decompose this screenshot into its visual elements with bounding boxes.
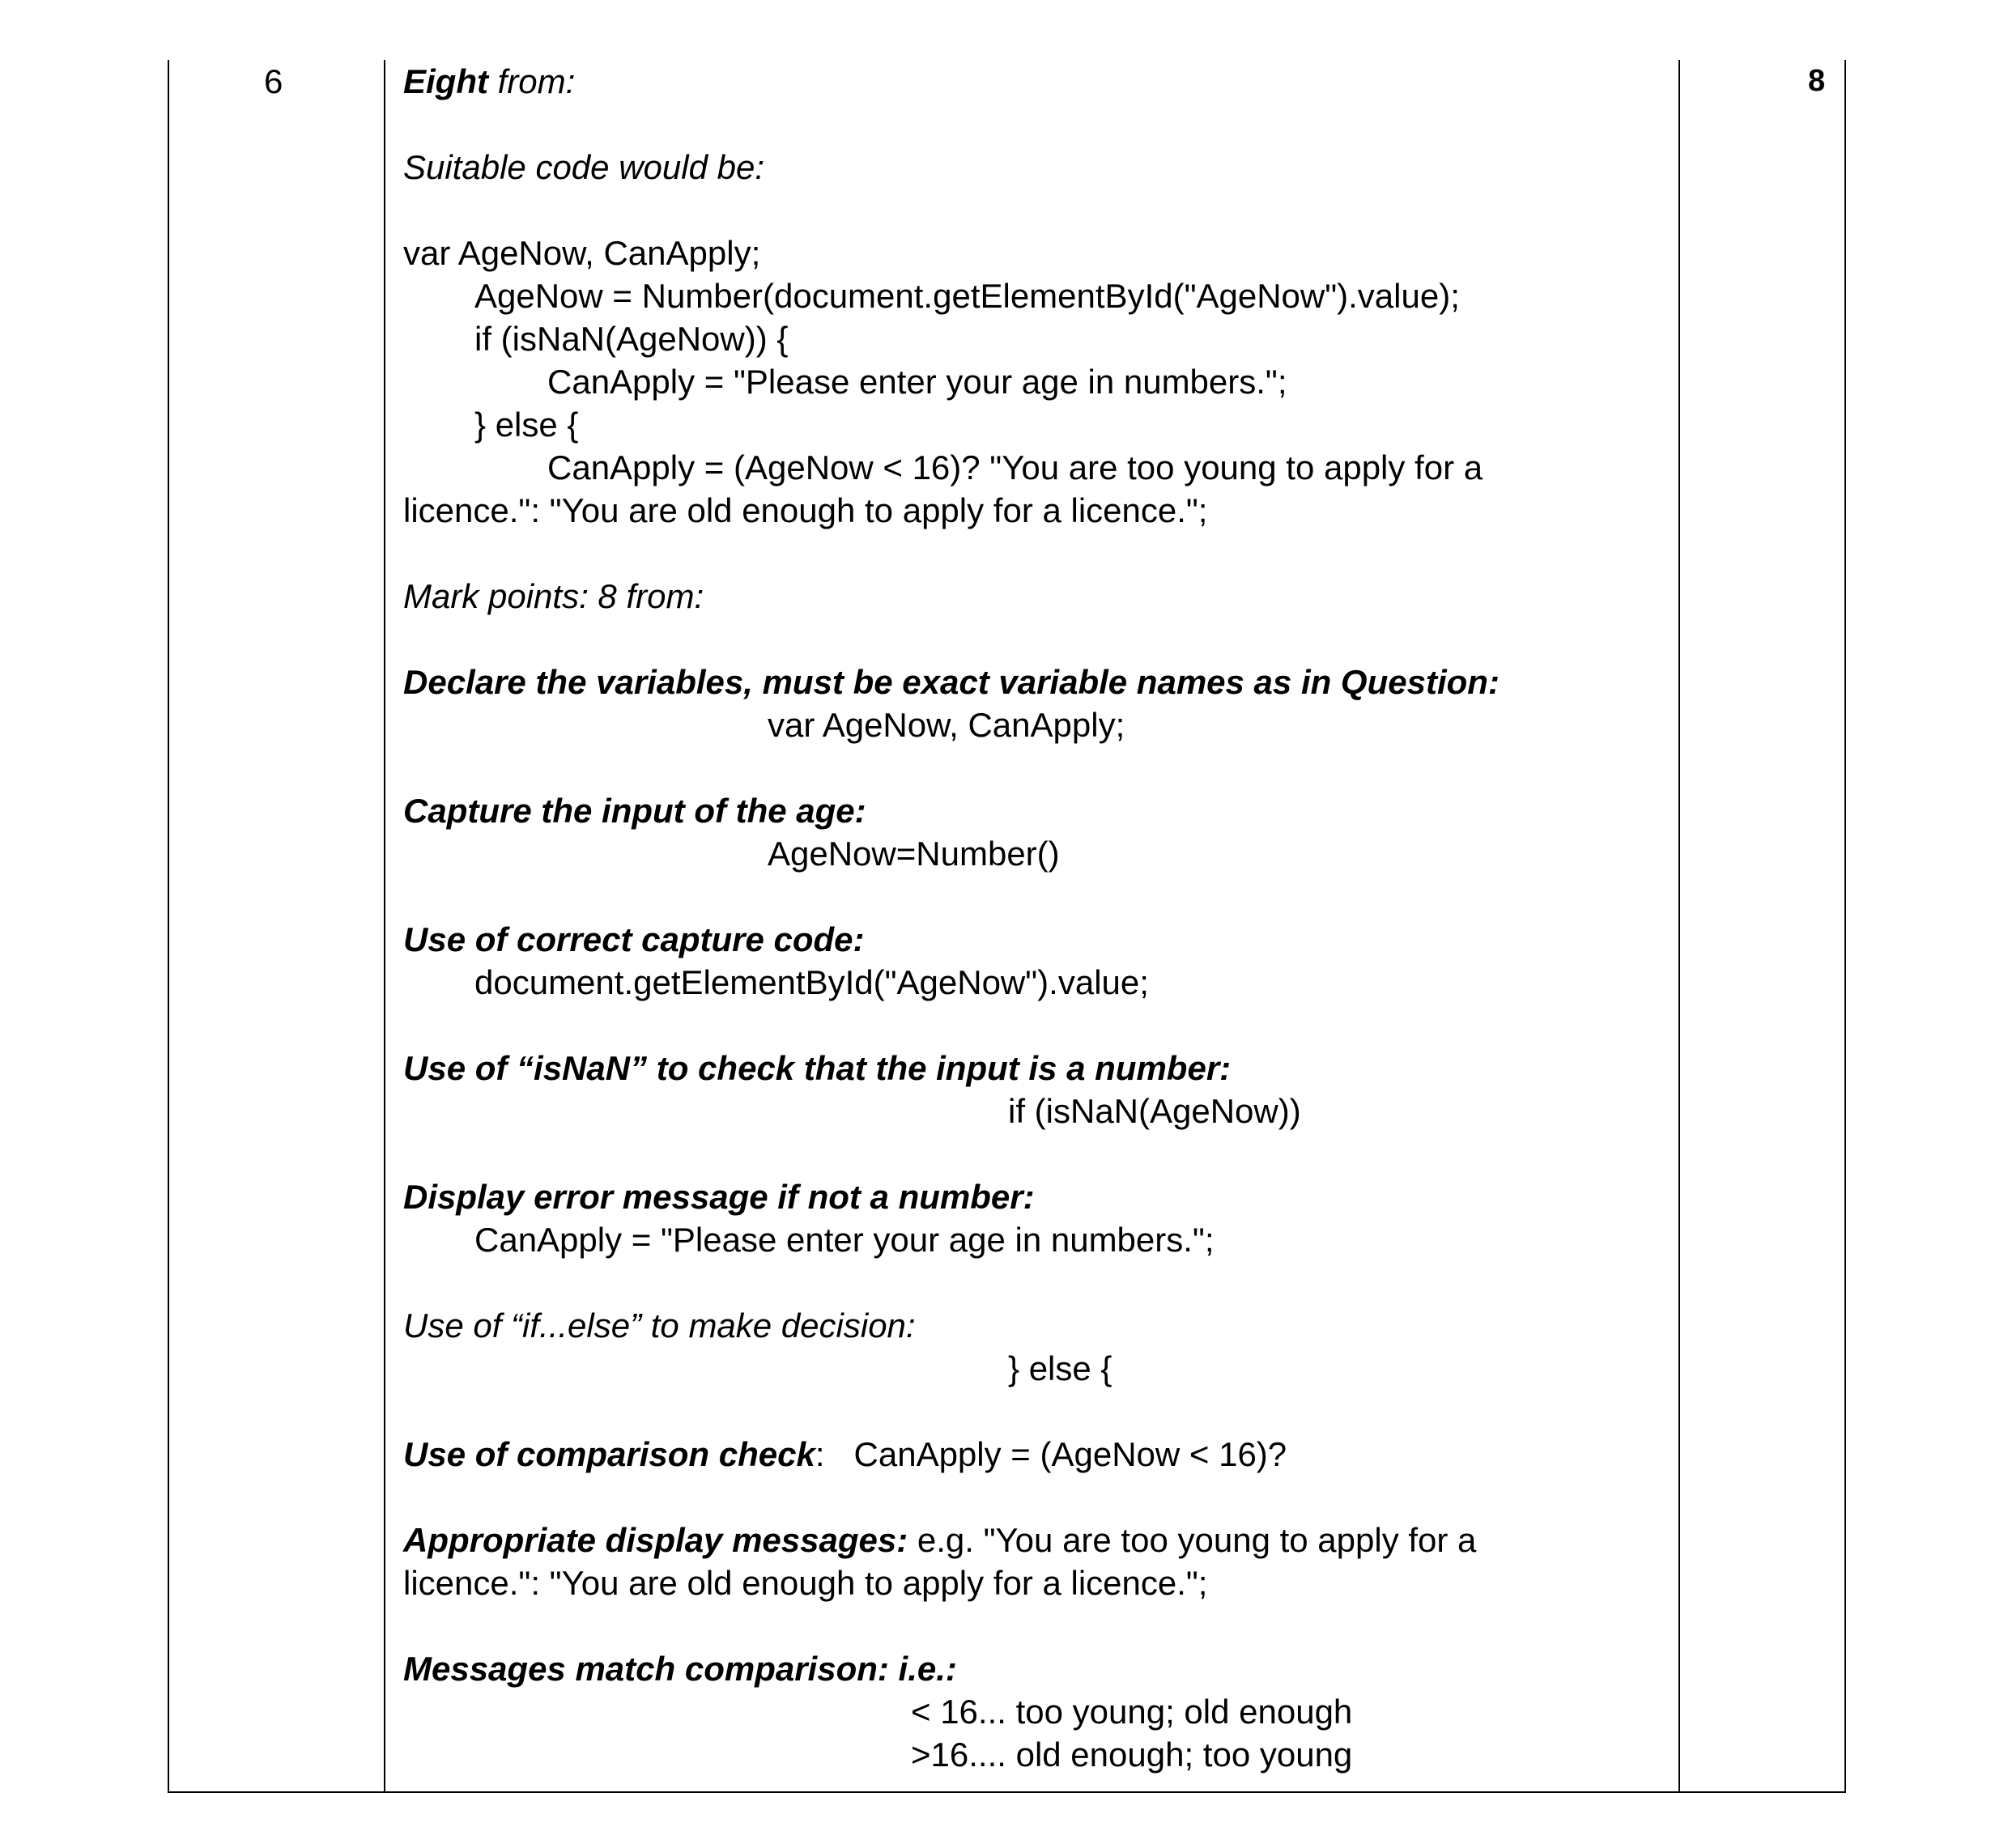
point-declare-code: var AgeNow, CanApply; <box>768 706 1125 744</box>
table-divider-1 <box>384 60 385 1792</box>
code-line-7: licence.": "You are old enough to apply for a licence."; <box>403 491 1208 529</box>
point-isnan-code: if (isNaN(AgeNow)) <box>1008 1092 1301 1130</box>
point-capture-code-code: document.getElementById("AgeNow").value; <box>474 963 1149 1001</box>
point-ifelse-code: } else { <box>1008 1349 1112 1387</box>
point-display-label: Appropriate display messages: <box>403 1521 908 1559</box>
code-line-2: AgeNow = Number(document.getElementById("AgeNow").value); <box>474 277 1460 315</box>
point-capture-code: AgeNow=Number() <box>768 835 1060 873</box>
point-comparison-label: Use of comparison check <box>403 1435 815 1473</box>
point-display-line1: e.g. "You are too young to apply for a <box>908 1521 1477 1559</box>
code-line-3: if (isNaN(AgeNow)) { <box>474 320 789 358</box>
question-number: 6 <box>264 62 283 100</box>
point-declare-label: Declare the variables, must be exact variable names as in Question: <box>403 663 1500 701</box>
point-match-line2: >16.... old enough; too young <box>911 1735 1353 1774</box>
point-capture-code-label: Use of correct capture code: <box>403 920 865 958</box>
intro-text: Suitable code would be: <box>403 148 764 186</box>
point-display <box>403 1519 1666 1561</box>
table-divider-2 <box>1678 60 1680 1792</box>
mark-points-heading: Mark points: 8 from: <box>403 577 704 615</box>
heading <box>403 60 1666 103</box>
point-error-code: CanApply = "Please enter your age in numbers."; <box>474 1221 1215 1259</box>
table-border-right <box>1844 60 1846 1792</box>
point-isnan-label: Use of “isNaN” to check that the input is a number: <box>403 1049 1232 1087</box>
point-capture-label: Capture the input of the age: <box>403 792 866 830</box>
point-display-line2: licence.": "You are old enough to apply for a licence."; <box>403 1564 1208 1602</box>
point-ifelse-label: Use of “if...else” to make decision: <box>403 1306 916 1345</box>
code-line-1: var AgeNow, CanApply; <box>403 234 761 272</box>
marks-value: 8 <box>1808 64 1826 98</box>
table-border-bottom <box>168 1791 1846 1793</box>
answer-content <box>403 60 1666 1776</box>
heading-rest: from: <box>487 62 576 100</box>
code-line-4: CanApply = "Please enter your age in numbers."; <box>547 363 1287 401</box>
heading-bold: Eight <box>403 62 488 100</box>
point-match-label: Messages match comparison: i.e.: <box>403 1650 957 1688</box>
point-comparison <box>403 1433 1666 1476</box>
point-comparison-code: CanApply = (AgeNow < 16)? <box>853 1435 1287 1473</box>
table-border-left <box>168 60 169 1792</box>
point-comparison-sep: : <box>815 1435 825 1473</box>
code-line-5: } else { <box>474 406 579 444</box>
code-line-6: CanApply = (AgeNow < 16)? "You are too young to apply for a <box>547 448 1483 486</box>
point-error-label: Display error message if not a number: <box>403 1178 1035 1216</box>
point-match-line1: < 16... too young; old enough <box>911 1693 1353 1731</box>
